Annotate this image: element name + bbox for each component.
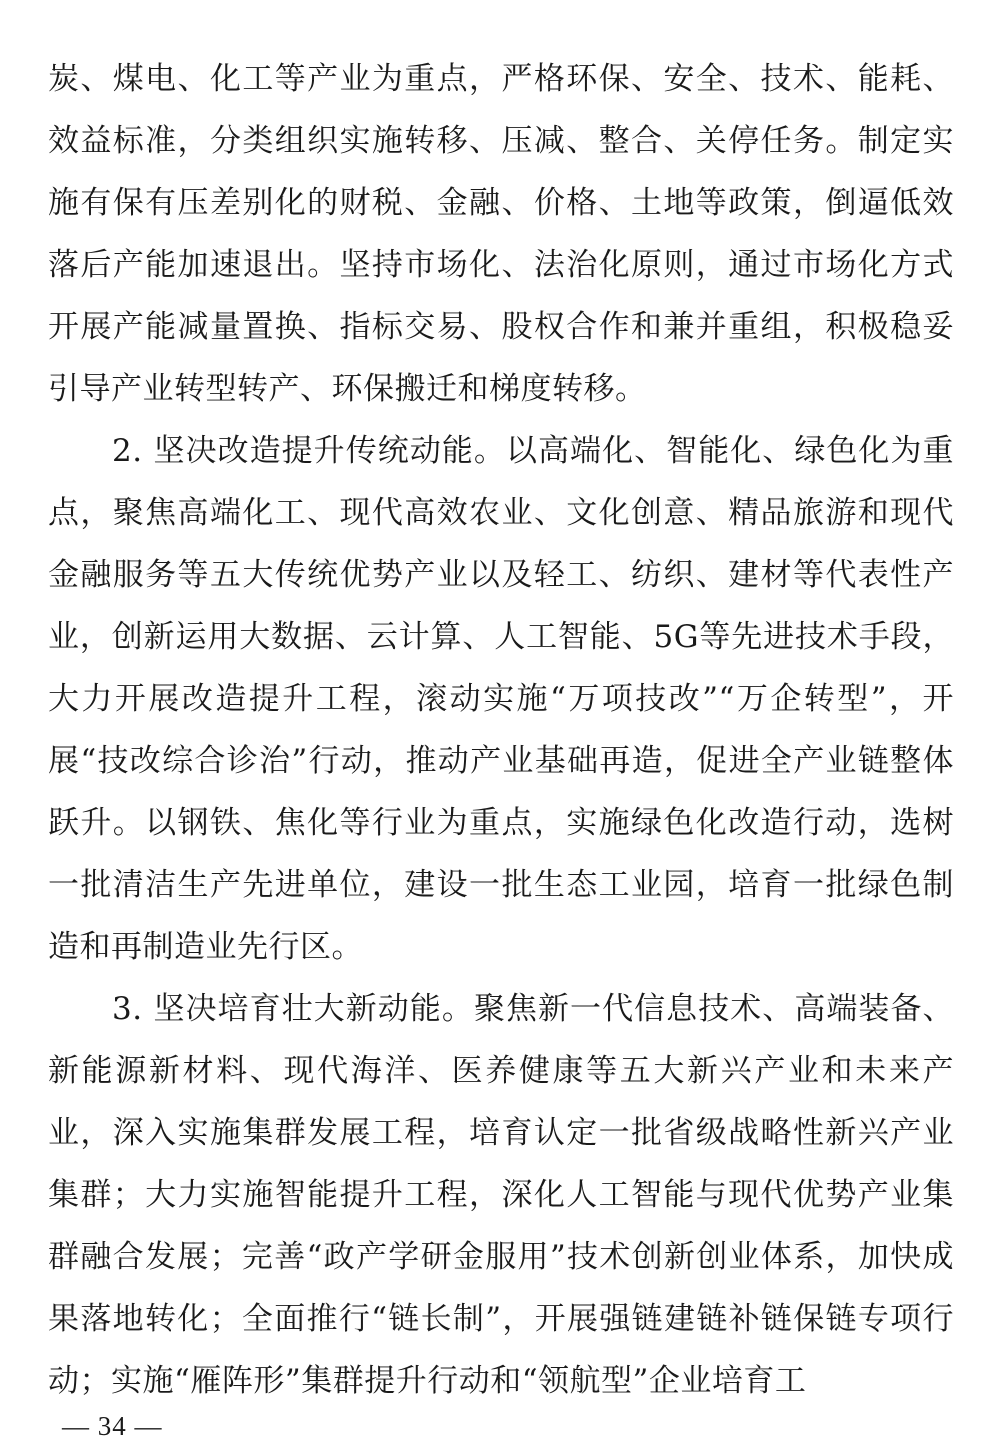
paragraph-item-3: 3. 坚决培育壮大新动能。聚焦新一代信息技术、高端装备、新能源新材料、现代海洋、医养健康等五大新兴产业和未来产业，深入实施集群发展工程，培育认定一批省级战略性新兴产业集群；大力实施智能提升工程，深化人工智能与现代优势产业集群融合发展；完善“政产学研金服用”技术创新创业体系，加快成果落地转化；全面推行“链长制”，开展强链建链补链保链专项行动；实施“雁阵形”集群提升行动和“领航型”企业培育工 <box>48 991 954 1399</box>
page-number: — 34 — <box>62 1411 163 1441</box>
paragraph-continuation: 炭、煤电、化工等产业为重点，严格环保、安全、技术、能耗、效益标准，分类组织实施转移、压减、整合、关停任务。制定实施有保有压差别化的财税、金融、价格、土地等政策，倒逼低效落后产能加速退出。坚持市场化、法治化原则，通过市场化方式开展产能减量置换、指标交易、股权合作和兼并重组，积极稳妥引导产业转型转产、环保搬迁和梯度转移。 <box>48 61 954 407</box>
paragraph-item-2: 2. 坚决改造提升传统动能。以高端化、智能化、绿色化为重点，聚焦高端化工、现代高效农业、文化创意、精品旅游和现代金融服务等五大传统优势产业以及轻工、纺织、建材等代表性产业，创新运用大数据、云计算、人工智能、5G等先进技术手段，大力开展改造提升工程，滚动实施“万项技改”“万企转型”，开展“技改综合诊治”行动，推动产业基础再造，促进全产业链整体跃升。以钢铁、焦化等行业为重点，实施绿色化改造行动，选树一批清洁生产先进单位，建设一批生态工业园，培育一批绿色制造和再制造业先行区。 <box>48 433 954 965</box>
document-page <box>48 48 954 1412</box>
